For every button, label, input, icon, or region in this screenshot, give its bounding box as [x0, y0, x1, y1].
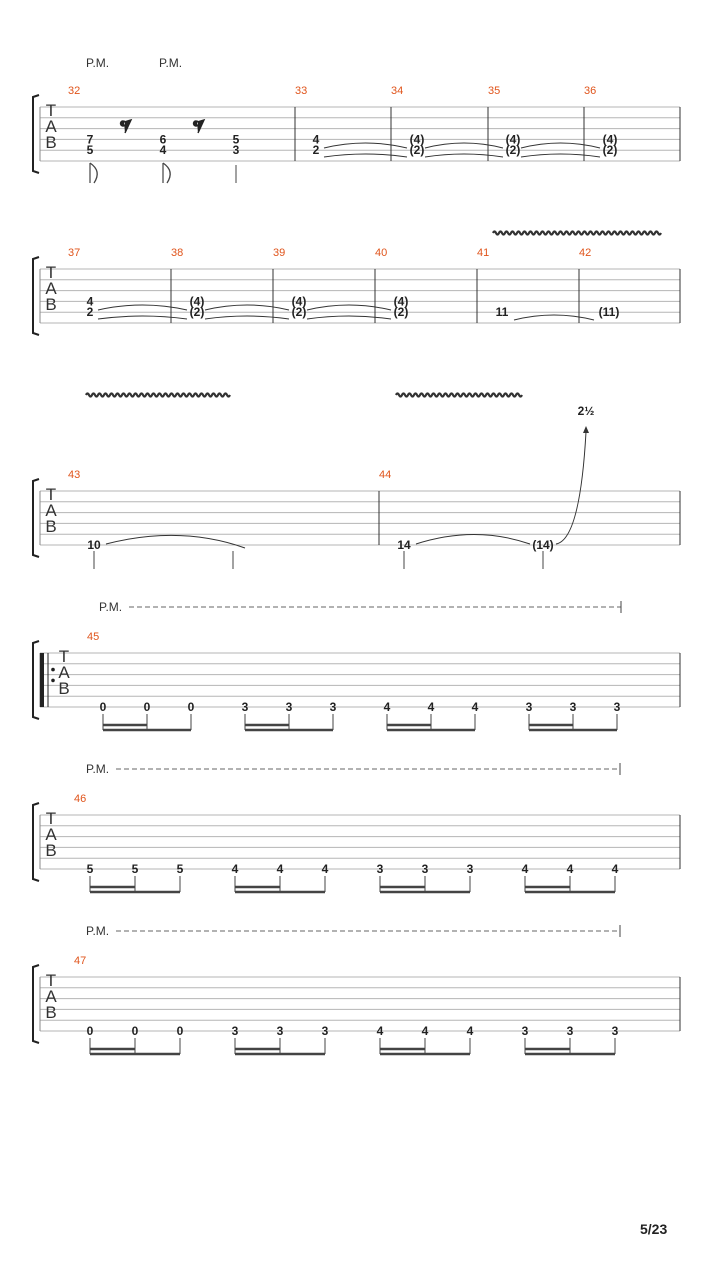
bar-number: 41	[477, 247, 490, 259]
fret-number: (2)	[505, 143, 521, 158]
fret-number: 14	[397, 538, 411, 552]
fret-number: 3	[321, 1024, 329, 1038]
tab-clef-letter: B	[45, 517, 57, 536]
fret-number: 3	[276, 1024, 284, 1038]
fret-number: 2	[312, 143, 320, 158]
fret-number: 3	[241, 700, 249, 714]
fret-number: 7	[86, 132, 94, 147]
tab-clef-letter: A	[45, 987, 57, 1006]
repeat-thick-bar	[40, 653, 44, 707]
fret-number: 3	[569, 700, 577, 714]
bar-number: 33	[295, 85, 308, 97]
staff-system-4	[33, 600, 680, 730]
vibrato-line	[86, 394, 230, 397]
fret-number: 4	[231, 862, 239, 876]
fret-number: 4	[421, 1024, 429, 1038]
bar-number: 37	[68, 247, 81, 259]
tie-arc	[205, 316, 289, 319]
bar-number: 39	[273, 247, 286, 259]
fret-number: 3	[613, 700, 621, 714]
fret-number: 4	[159, 143, 167, 158]
fret-number: 0	[86, 1024, 94, 1038]
tab-clef-letter: T	[45, 485, 57, 504]
fret-number: 4	[427, 700, 435, 714]
fret-number: 5	[86, 143, 94, 158]
bar-number: 42	[579, 247, 592, 259]
fret-number: 5	[176, 862, 184, 876]
fret-number: (4)	[409, 132, 425, 147]
staff-system-5	[33, 762, 680, 892]
fret-number: 5	[232, 132, 240, 147]
fret-number: 2	[86, 305, 94, 320]
bar-number: 44	[379, 469, 392, 481]
tie-arc	[324, 154, 407, 157]
fret-number: (11)	[598, 305, 620, 320]
fret-number: 0	[187, 700, 195, 714]
eighth-rest	[194, 120, 204, 133]
tab-clef-letter: A	[45, 117, 57, 136]
tab-clef-letter: B	[45, 295, 57, 314]
fret-number: 4	[471, 700, 479, 714]
note-flag	[90, 163, 97, 183]
tie-arc	[98, 305, 187, 310]
palm-mute-label: P.M.	[86, 924, 110, 938]
fret-number: (2)	[602, 143, 618, 158]
fret-number: (2)	[189, 305, 205, 320]
tie-arc	[307, 305, 391, 310]
page-number: 5/23	[640, 1221, 668, 1237]
tie-arc	[425, 154, 503, 157]
system-bracket	[33, 965, 39, 1043]
fret-number: 5	[86, 862, 94, 876]
tab-clef-letter: T	[58, 647, 70, 666]
tie-arc	[106, 535, 245, 548]
bend-arrowhead	[583, 426, 589, 433]
tab-clef-letter: A	[58, 663, 70, 682]
tab-clef-letter: T	[45, 971, 57, 990]
palm-mute-label: P.M.	[86, 56, 110, 70]
tie-arc	[521, 143, 600, 148]
fret-number: 4	[276, 862, 284, 876]
fret-number: (4)	[189, 294, 205, 309]
fret-number: 4	[521, 862, 529, 876]
fret-number: 3	[285, 700, 293, 714]
system-bracket	[33, 479, 39, 557]
tab-clef-letter: A	[45, 825, 57, 844]
palm-mute-label: P.M.	[86, 762, 110, 776]
tie-arc	[425, 143, 503, 148]
tab-clef-letter: T	[45, 263, 57, 282]
tie-arc	[324, 143, 407, 148]
fret-number: 3	[376, 862, 384, 876]
fret-number: 4	[312, 132, 320, 147]
staff-system-1	[33, 56, 680, 183]
fret-number: (2)	[409, 143, 425, 158]
tie-arc	[307, 316, 391, 319]
tab-clef-letter: B	[45, 133, 57, 152]
tab-clef-letter: B	[45, 1003, 57, 1022]
tie-arc	[416, 535, 530, 545]
staff-system-2	[33, 232, 680, 336]
fret-number: 3	[525, 700, 533, 714]
tab-clef-letter: B	[45, 841, 57, 860]
fret-number: 3	[566, 1024, 574, 1038]
tie-arc	[98, 316, 187, 319]
fret-number: (4)	[602, 132, 618, 147]
fret-number: 3	[611, 1024, 619, 1038]
note-flag	[163, 163, 170, 183]
bar-number: 43	[68, 469, 81, 481]
fret-number: 10	[87, 538, 101, 552]
tie-arc	[514, 315, 594, 320]
fret-number: 3	[232, 143, 240, 158]
bar-number: 34	[391, 85, 404, 97]
fret-number: (2)	[393, 305, 409, 320]
bend-curve	[556, 432, 586, 544]
system-bracket	[33, 641, 39, 719]
fret-number: 4	[611, 862, 619, 876]
bar-number: 36	[584, 85, 597, 97]
bar-number: 32	[68, 85, 81, 97]
bar-number: 40	[375, 247, 388, 259]
repeat-dot	[51, 679, 55, 683]
fret-number: 4	[86, 294, 94, 309]
system-bracket	[33, 803, 39, 881]
fret-number: 0	[143, 700, 151, 714]
fret-number: 11	[495, 305, 509, 320]
tab-clef-letter: A	[45, 501, 57, 520]
fret-number: 3	[466, 862, 474, 876]
fret-number: 4	[566, 862, 574, 876]
fret-number: 3	[421, 862, 429, 876]
fret-number: 5	[131, 862, 139, 876]
fret-number: (14)	[532, 538, 554, 552]
palm-mute-label: P.M.	[159, 56, 183, 70]
tie-arc	[521, 154, 600, 157]
vibrato-line	[493, 232, 661, 235]
palm-mute-label: P.M.	[99, 600, 123, 614]
fret-number: 4	[376, 1024, 384, 1038]
tab-clef-letter: T	[45, 101, 57, 120]
staff-system-6	[33, 924, 680, 1054]
bar-number: 35	[488, 85, 501, 97]
bar-number: 45	[87, 631, 100, 643]
fret-number: (2)	[291, 305, 307, 320]
fret-number: 3	[329, 700, 337, 714]
bar-number: 38	[171, 247, 184, 259]
fret-number: 3	[521, 1024, 529, 1038]
fret-number: 6	[159, 132, 167, 147]
bar-number: 46	[74, 793, 87, 805]
fret-number: 4	[321, 862, 329, 876]
fret-number: 0	[99, 700, 107, 714]
bar-number: 47	[74, 955, 87, 967]
repeat-dot	[51, 668, 55, 672]
vibrato-line	[396, 394, 522, 397]
fret-number: 4	[383, 700, 391, 714]
fret-number: 4	[466, 1024, 474, 1038]
fret-number: 3	[231, 1024, 239, 1038]
fret-number: 0	[176, 1024, 184, 1038]
eighth-rest	[121, 120, 131, 133]
fret-number: (4)	[393, 294, 409, 309]
tab-clef-letter: T	[45, 809, 57, 828]
fret-number: (4)	[505, 132, 521, 147]
tab-clef-letter: A	[45, 279, 57, 298]
tab-clef-letter: B	[58, 679, 70, 698]
system-bracket	[33, 257, 39, 335]
fret-number: (4)	[291, 294, 307, 309]
tie-arc	[205, 305, 289, 310]
staff-system-3	[33, 394, 680, 570]
bend-amount: 2½	[577, 404, 595, 418]
system-bracket	[33, 95, 39, 173]
fret-number: 0	[131, 1024, 139, 1038]
